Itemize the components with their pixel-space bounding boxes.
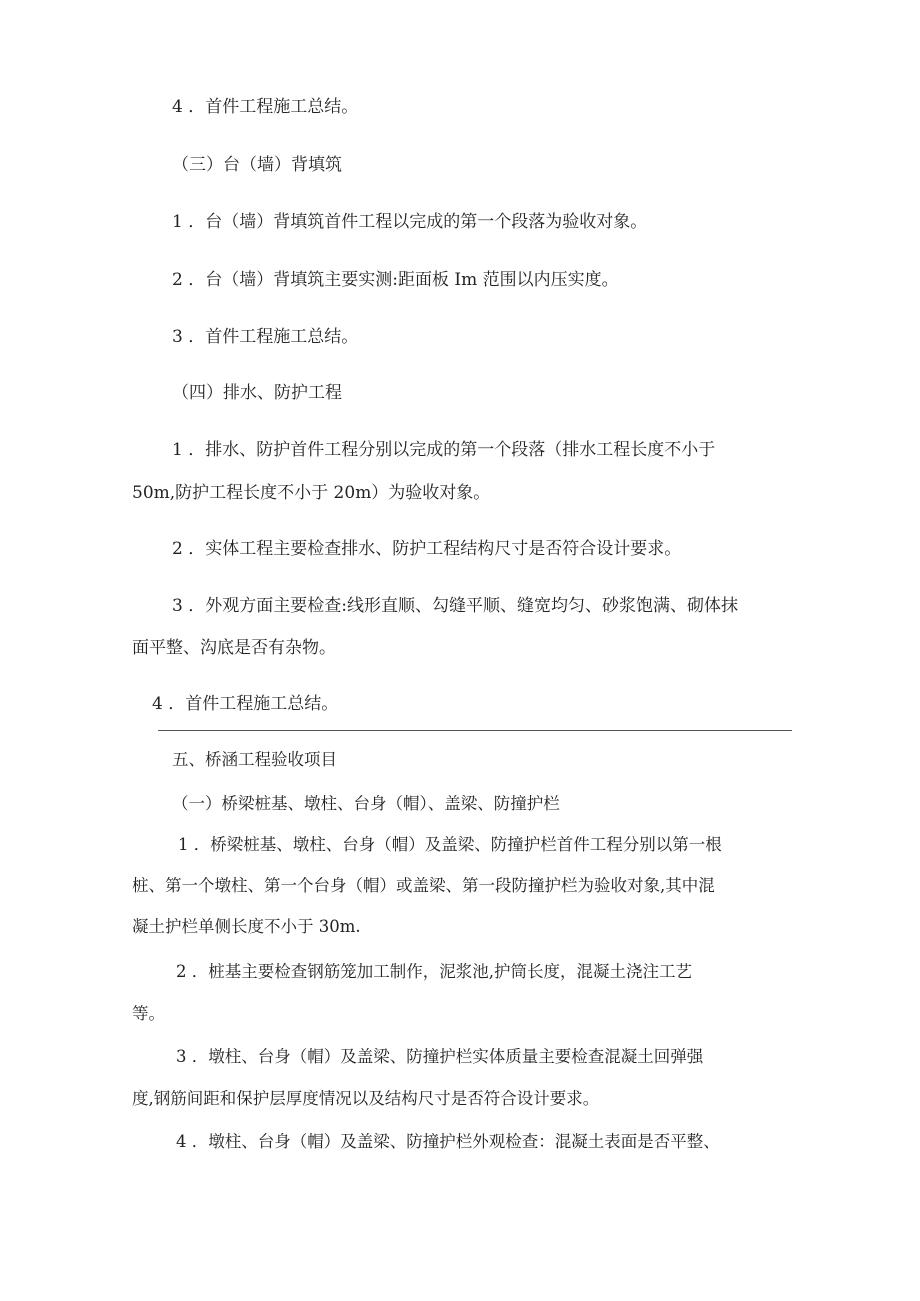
section-heading: （三）台（墙）背填筑 xyxy=(172,155,342,175)
section-heading: （一）桥梁桩基、墩柱、台身（帽）、盖梁、防撞护栏 xyxy=(172,794,560,813)
paragraph-line: 4 ．墩柱、台身（帽）及盖梁、防撞护栏外观检查：混凝土表面是否平整、 xyxy=(176,1132,720,1151)
paragraph-line: 3 ．外观方面主要检查:线形直顺、勾缝平顺、缝宽均匀、砂浆饱满、砌体抹 xyxy=(172,596,738,616)
paragraph-line: 4 ．首件工程施工总结。 xyxy=(172,97,359,117)
paragraph-line: 面平整、沟底是否有杂物。 xyxy=(132,638,336,658)
paragraph-line: 桩、第一个墩柱、第一个台身（帽）或盖梁、第一段防撞护栏为验收对象,其中混 xyxy=(132,876,715,895)
paragraph-line: 50m,防护工程长度不小于 20m）为验收对象。 xyxy=(132,483,491,503)
paragraph-line: 2 ．台（墙）背填筑主要实测:距面板 Im 范围以内压实度。 xyxy=(172,270,619,290)
page-divider xyxy=(158,730,792,731)
section-heading: （四）排水、防护工程 xyxy=(172,383,342,403)
paragraph-line: 3 ．墩柱、台身（帽）及盖梁、防撞护栏实体质量主要检查混凝土回弹强 xyxy=(176,1047,704,1066)
paragraph-line: 2 ．桩基主要检查钢筋笼加工制作，泥浆池,护筒长度，混凝土浇注工艺 xyxy=(176,962,692,981)
paragraph-line: 4 ．首件工程施工总结。 xyxy=(152,694,339,714)
paragraph-line: 2 ．实体工程主要检查排水、防护工程结构尺寸是否符合设计要求。 xyxy=(172,539,682,559)
paragraph-line: 等。 xyxy=(132,1004,165,1023)
paragraph-line: 1 ．台（墙）背填筑首件工程以完成的第一个段落为验收对象。 xyxy=(172,212,648,232)
paragraph-line: 凝土护栏单侧长度不小于 30m. xyxy=(132,917,361,936)
section-heading: 五、桥涵工程验收项目 xyxy=(172,750,337,769)
paragraph-line: 1 ．排水、防护首件工程分别以完成的第一个段落（排水工程长度不小于 xyxy=(172,440,716,460)
paragraph-line: 1 ．桥梁桩基、墩柱、台身（帽）及盖梁、防撞护栏首件工程分别以第一根 xyxy=(178,835,722,854)
paragraph-line: 度,钢筋间距和保护层厚度情况以及结构尺寸是否符合设计要求。 xyxy=(132,1089,600,1108)
paragraph-line: 3 ．首件工程施工总结。 xyxy=(172,327,359,347)
